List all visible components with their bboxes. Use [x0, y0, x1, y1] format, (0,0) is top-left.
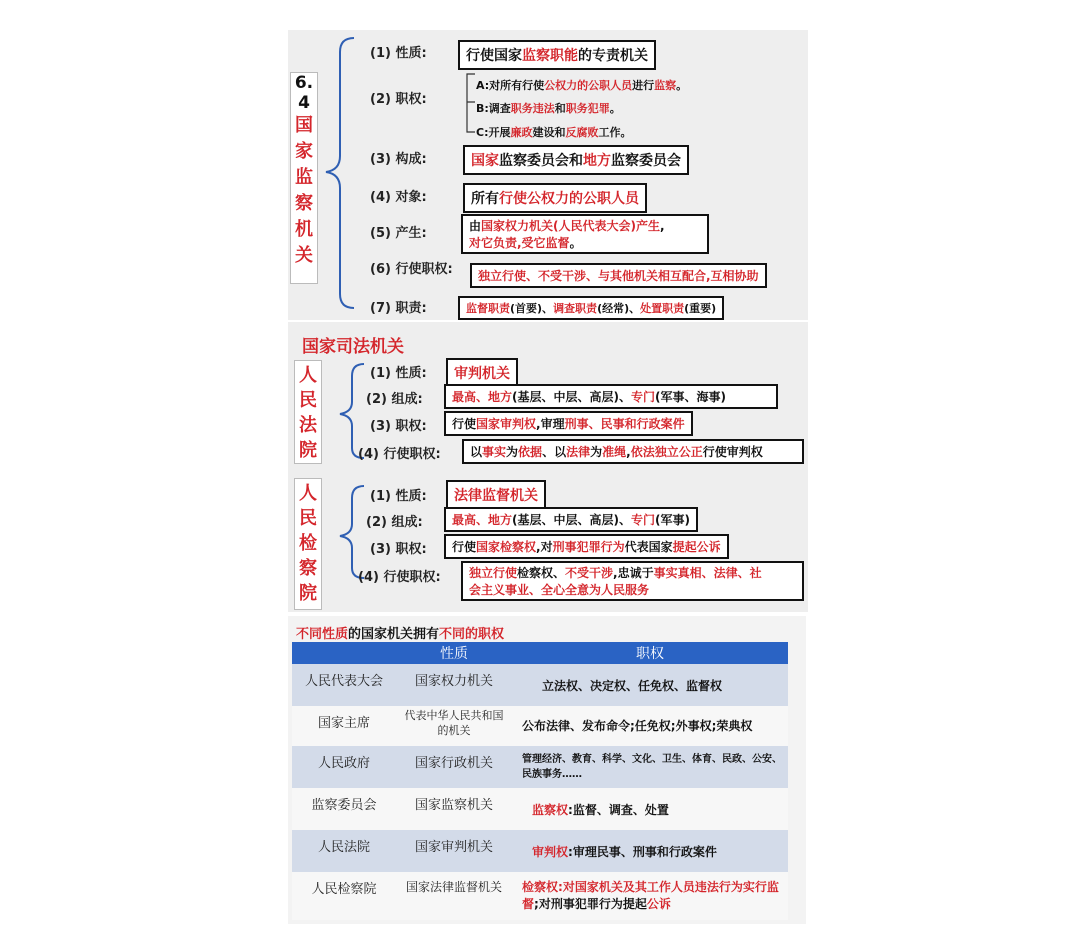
court-composition-box [444, 384, 778, 409]
table-header-row [292, 642, 788, 664]
text-run: (军事、海事) [655, 390, 726, 404]
supervision-duty-box [458, 296, 724, 320]
text-run: (军事) [655, 513, 690, 527]
power-c [476, 124, 631, 140]
supervision-heading: 6. 4 国 家 监 察 机 关 [290, 72, 318, 284]
supervision-nature-label: (1) 性质: [370, 46, 427, 61]
procuratorate-heading: 人 民 检 察 院 [294, 478, 322, 610]
court-powers-label: (3) 职权: [370, 419, 427, 434]
supervision-powers-label: (2) 职权: [370, 92, 427, 107]
court-heading: 人 民 法 院 [294, 360, 322, 464]
text-run: 国家权力机关(人民代表大会)产生 [481, 219, 660, 233]
text-run: 刑事、民事和行政案件 [564, 417, 685, 431]
text-run: 审判权 [532, 844, 569, 859]
text-run: 法律 [566, 445, 591, 459]
text-run: 、以 [542, 445, 567, 459]
text-run: A:对所有行使 [476, 79, 545, 92]
text-run: 所有 [471, 191, 499, 207]
text-run: 国家审判权 [476, 417, 537, 431]
text-run: 法律监督机关 [454, 488, 538, 504]
text-run: 管理经济、教育、科学、文化、卫生、体育、民政、公安、民族事务…… [522, 754, 782, 780]
text-run: 公诉 [646, 897, 671, 911]
text-run: 检察权、 [517, 566, 566, 580]
text-run: 不受干涉 [565, 566, 614, 580]
text-run: :对国家机关及其工作人员违法行为实行监督 [522, 880, 779, 911]
court-composition-label: (2) 组成: [366, 392, 423, 407]
supervision-composition-box [463, 145, 689, 175]
text-run: :审理民事、刑事和行政案件 [568, 844, 717, 859]
header-name [292, 642, 396, 664]
text-run: 职务犯罪 [565, 102, 610, 115]
text-run: 。 [676, 79, 688, 92]
text-run: 为 [506, 445, 519, 459]
supervision-target-box [463, 183, 647, 213]
text-run: 的国家机关拥有 [348, 627, 440, 642]
text-run: (基层、中层、高层)、 [512, 513, 631, 527]
text-run: , [626, 445, 631, 459]
judicial-title: 国家司法机关 [302, 337, 404, 357]
text-run: 公布法律、发布命令;任免权;外事权;荣典权 [522, 719, 753, 733]
text-run: 独立行使 [469, 566, 518, 580]
text-run: 。 [609, 102, 621, 115]
text-run: 监察职能 [522, 48, 578, 64]
text-run: 廉政 [510, 126, 533, 139]
text-run: 调查职责 [553, 302, 598, 315]
text-run: ,忠诚于 [613, 566, 654, 580]
supervision-composition-label: (3) 构成: [370, 152, 427, 167]
table-row: 人民政府 国家行政机关 管理经济、教育、科学、文化、卫生、体育、民政、公安、民族事务…… [292, 746, 788, 788]
text-run: , [660, 219, 665, 233]
table-row: 人民检察院 国家法律监督机关 检察权:对国家机关及其工作人员违法行为实行监督;对刑事犯罪行为提起公诉 [292, 872, 788, 920]
supervision-duty-label: (7) 职责: [370, 301, 427, 316]
text-run: 监督职责 [466, 302, 510, 315]
court-exercise-label: (4) 行使职权: [358, 447, 441, 462]
text-run: 审判机关 [454, 366, 510, 382]
text-run: 刑事犯罪行为 [552, 540, 625, 554]
text-run: B:调查 [476, 102, 511, 115]
text-run: 地方 [583, 153, 611, 169]
procuratorate-nature-box [446, 480, 546, 510]
supervision-exercise-label: (6) 行使职权: [370, 262, 453, 277]
text-run: 代表国家 [624, 540, 673, 554]
powers-bracket [463, 72, 477, 136]
text-run: 事实真相、法律、社 [653, 566, 762, 580]
comparison-table [292, 642, 788, 920]
text-run: 公权力的公职人员 [544, 79, 633, 92]
text-run: 依法独立公正 [630, 445, 703, 459]
text-run: 立法权、决定权、任免权、监督权 [542, 678, 723, 693]
procuratorate-composition-label: (2) 组成: [366, 515, 423, 530]
text-run: 最高、地方 [452, 390, 513, 404]
text-run: 建设和 [532, 126, 566, 139]
table-row: 人民法院 国家审判机关 审判权:审理民事、刑事和行政案件 [292, 830, 788, 872]
court-nature-label: (1) 性质: [370, 366, 427, 381]
text-run: 行使公权力的公职人员 [499, 191, 639, 207]
text-run: C:开展 [476, 126, 511, 139]
supervision-nature-box [458, 40, 656, 70]
text-run: (经常)、 [597, 302, 641, 315]
text-run: (重要) [684, 302, 717, 315]
text-run: 进行 [632, 79, 655, 92]
court-exercise-box [462, 439, 804, 464]
text-run: 工作。 [598, 126, 632, 139]
text-run: 提起公诉 [672, 540, 721, 554]
text-run: :监督、调查、处置 [568, 802, 669, 817]
supervision-exercise-box [470, 263, 767, 288]
text-run: 监察 [654, 79, 677, 92]
text-run: 为人民服务 [589, 583, 650, 597]
text-run: 依据 [518, 445, 543, 459]
procuratorate-powers-box [444, 534, 729, 559]
table-row: 人民代表大会 国家权力机关 立法权、决定权、任免权、监督权 [292, 664, 788, 706]
text-run: 独立行使、不受干涉、与其他机关相互配合,互相协助 [478, 269, 759, 283]
text-run: 行使国家 [466, 48, 522, 64]
text-run: 监察委员会 [611, 153, 681, 169]
text-run: 行使 [452, 417, 477, 431]
text-run: 专门 [631, 513, 656, 527]
supervision-origin-label: (5) 产生: [370, 226, 427, 241]
supervision-origin-box [461, 214, 709, 254]
text-run: 专门 [631, 390, 656, 404]
procuratorate-exercise-box [461, 561, 804, 601]
supervision-bracket [318, 36, 358, 311]
text-run: 事实 [482, 445, 507, 459]
text-run: 处置职责 [640, 302, 685, 315]
text-run: ,审理 [536, 417, 565, 431]
procuratorate-composition-box [444, 507, 698, 532]
text-run: 为 [590, 445, 603, 459]
text-run: (基层、中层、高层)、 [512, 390, 631, 404]
court-powers-box [444, 411, 693, 436]
text-run: 职务违法 [510, 102, 555, 115]
header-nature: 性质 [396, 642, 512, 664]
procuratorate-exercise-label: (4) 行使职权: [358, 570, 441, 585]
text-run: 行使审判权 [702, 445, 763, 459]
text-run: 由 [469, 219, 482, 233]
text-run: ;对刑事犯罪行为提起 [534, 897, 647, 911]
procuratorate-nature-label: (1) 性质: [370, 489, 427, 504]
procuratorate-powers-label: (3) 职权: [370, 542, 427, 557]
text-run: 的专责机关 [578, 48, 648, 64]
text-run: 以 [470, 445, 483, 459]
comparison-title [296, 623, 504, 642]
power-b [476, 100, 621, 116]
text-run: 行使 [452, 540, 477, 554]
table-row: 监察委员会 国家监察机关 监察权:监督、调查、处置 [292, 788, 788, 830]
text-run: 国家 [471, 153, 499, 169]
text-run: ,对 [536, 540, 553, 554]
text-run: 反腐败 [565, 126, 599, 139]
text-run: 不同的职权 [439, 627, 505, 642]
text-run: 国家检察权 [476, 540, 537, 554]
text-run: 和 [554, 102, 566, 115]
text-run: 监察委员会和 [499, 153, 583, 169]
power-a [476, 77, 687, 93]
text-run: 。 [569, 236, 582, 250]
text-run: 对它负责,受它监督 [469, 236, 570, 250]
text-run: 监察权 [532, 802, 569, 817]
table-row: 国家主席 代表中华人民共和国的机关 公布法律、发布命令;任免权;外事权;荣典权 [292, 706, 788, 746]
text-run: 会主义事业、全心全意 [469, 583, 590, 597]
text-run: 准绳 [602, 445, 627, 459]
text-run: 不同性质 [296, 627, 349, 642]
header-power: 职权 [512, 642, 788, 664]
text-run: 检察权 [522, 880, 559, 894]
text-run: (首要)、 [510, 302, 554, 315]
text-run: 最高、地方 [452, 513, 513, 527]
supervision-target-label: (4) 对象: [370, 190, 427, 205]
